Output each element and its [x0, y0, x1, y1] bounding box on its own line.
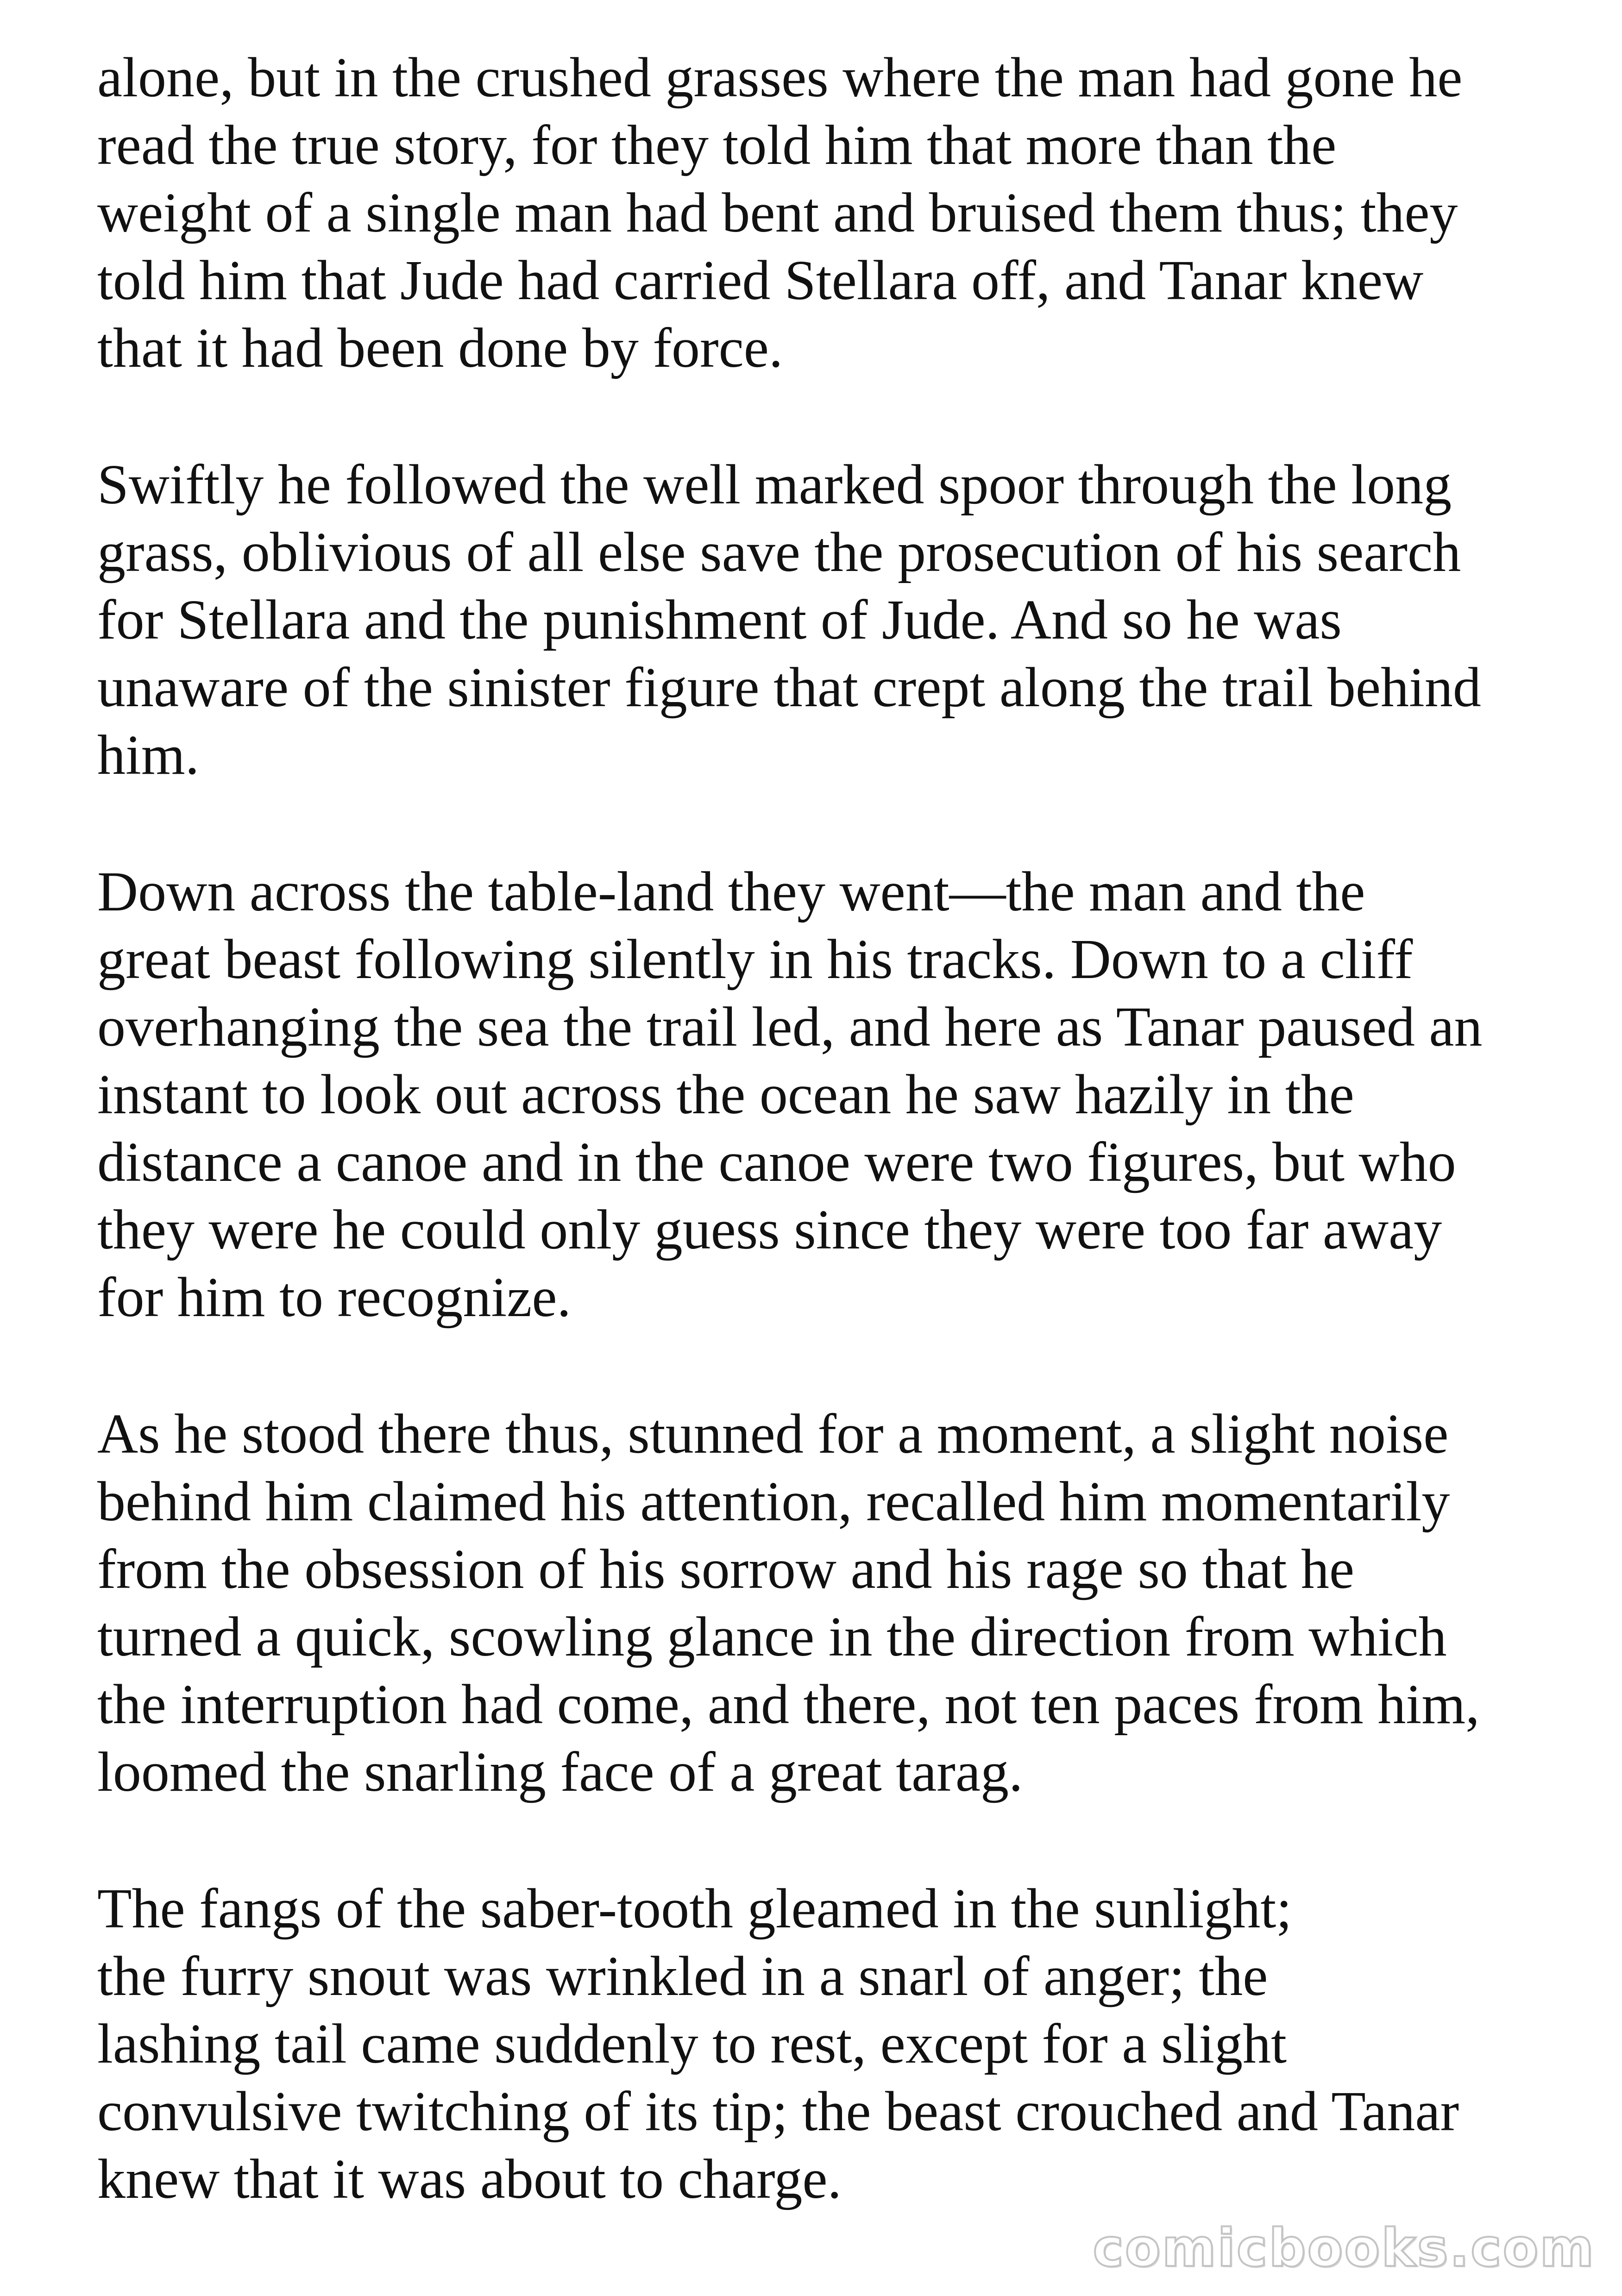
text-line: knew that it was about to charge.	[97, 2148, 842, 2210]
paragraph	[97, 451, 1556, 789]
text-line: The fangs of the saber-tooth gleamed in the sunlight;	[97, 1877, 1292, 1940]
text-line: overhanging the sea the trail led, and here as Tanar paused an	[97, 996, 1483, 1058]
text-line: read the true story, for they told him that more than the	[97, 114, 1337, 176]
text-line: great beast following silently in his tracks. Down to a cliff	[97, 928, 1413, 991]
paragraph	[97, 44, 1556, 382]
text-line: lashing tail came suddenly to rest, except for a slight	[97, 2013, 1287, 2075]
text-line: turned a quick, scowling glance in the direction from which	[97, 1606, 1447, 1668]
text-line: him.	[97, 724, 200, 786]
text-line: told him that Jude had carried Stellara off, and Tanar knew	[97, 249, 1424, 312]
text-line: instant to look out across the ocean he saw hazily in the	[97, 1063, 1354, 1126]
text-line: unaware of the sinister figure that crept along the trail behind	[97, 656, 1481, 719]
text-line: the interruption had come, and there, not ten paces from him,	[97, 1673, 1480, 1736]
text-line: distance a canoe and in the canoe were two figures, but who	[97, 1131, 1456, 1193]
text-line: behind him claimed his attention, recalled him momentarily	[97, 1470, 1450, 1533]
text-line: they were he could only guess since they were too far away	[97, 1198, 1442, 1261]
text-line: the furry snout was wrinkled in a snarl of anger; the	[97, 1945, 1268, 2007]
text-line: alone, but in the crushed grasses where the man had gone he	[97, 46, 1463, 109]
paragraph	[97, 858, 1556, 1331]
text-line: As he stood there thus, stunned for a moment, a slight noise	[97, 1403, 1449, 1465]
watermark-logo: comicbooks.com	[1093, 2218, 1595, 2278]
text-line: loomed the snarling face of a great tarag.	[97, 1741, 1023, 1803]
text-line: grass, oblivious of all else save the prosecution of his search	[97, 521, 1461, 583]
text-line: that it had been done by force.	[97, 317, 783, 379]
paragraph	[97, 1400, 1556, 1806]
text-line: from the obsession of his sorrow and his rage so that he	[97, 1538, 1355, 1600]
paragraph	[97, 1875, 1556, 2213]
text-line: weight of a single man had bent and bruised them thus; they	[97, 182, 1458, 244]
text-line: for him to recognize.	[97, 1266, 572, 1329]
text-line: Down across the table-land they went—the man and the	[97, 860, 1365, 923]
text-line: Swiftly he followed the well marked spoor through the long	[97, 453, 1452, 516]
text-line: for Stellara and the punishment of Jude. And so he was	[97, 589, 1342, 651]
document-page	[97, 44, 1556, 2282]
text-line: convulsive twitching of its tip; the beast crouched and Tanar	[97, 2080, 1459, 2143]
